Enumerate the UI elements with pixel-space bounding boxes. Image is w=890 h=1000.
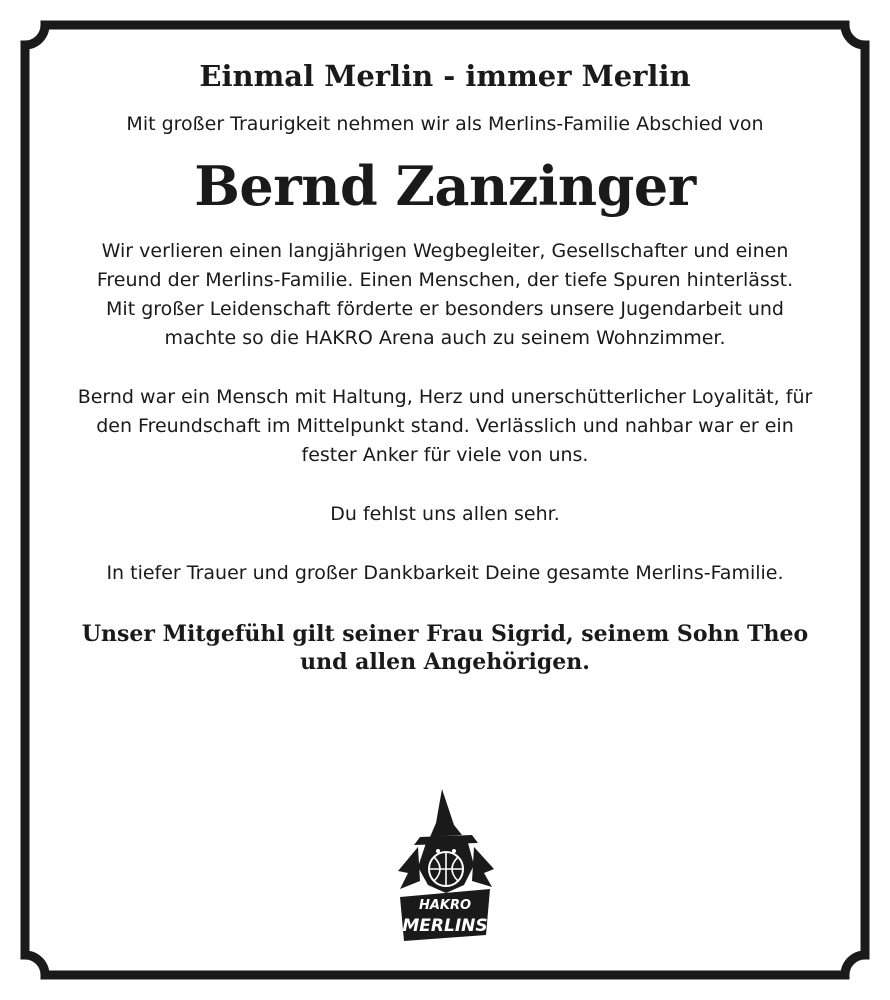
tribute-paragraph-1: Wir verlieren einen langjährigen Wegbegleiter, Gesellschafter und einen Freund der Merlins-Familie. Einen Menschen, der tiefe Spuren hinterlässt. Mit großer Leidenschaft förderte er besonders unsere Jugendarbeit und machte so die HAKRO Arena auch zu seinem Wohnzimmer. bbox=[96, 240, 794, 349]
deceased-name: Bernd Zanzinger bbox=[194, 154, 696, 218]
logo-line-1: HAKRO bbox=[418, 898, 472, 913]
notice-intro: Mit großer Traurigkeit nehmen wir als Merlins-Familie Abschied von bbox=[126, 113, 764, 135]
notice-headline: Einmal Merlin - immer Merlin bbox=[199, 59, 691, 93]
logo-line-2: MERLINS bbox=[402, 916, 488, 936]
tribute-paragraph-3: Du fehlst uns allen sehr. bbox=[330, 503, 560, 525]
tribute-paragraph-2: Bernd war ein Mensch mit Haltung, Herz und unerschütterlicher Loyalität, für den Freundschaft im Mittelpunkt stand. Verlässlich und nahbar war er ein fester Anker für viele von uns. bbox=[77, 386, 813, 466]
obituary-notice bbox=[40, 40, 850, 676]
tribute-paragraph-4: In tiefer Trauer und großer Dankbarkeit Deine gesamte Merlins-Familie. bbox=[106, 562, 784, 584]
wizard-basketball-logo-icon bbox=[390, 785, 500, 945]
condolence-statement: Unser Mitgefühl gilt seiner Frau Sigrid, seinem Sohn Theo und allen Angehörigen. bbox=[81, 621, 809, 675]
